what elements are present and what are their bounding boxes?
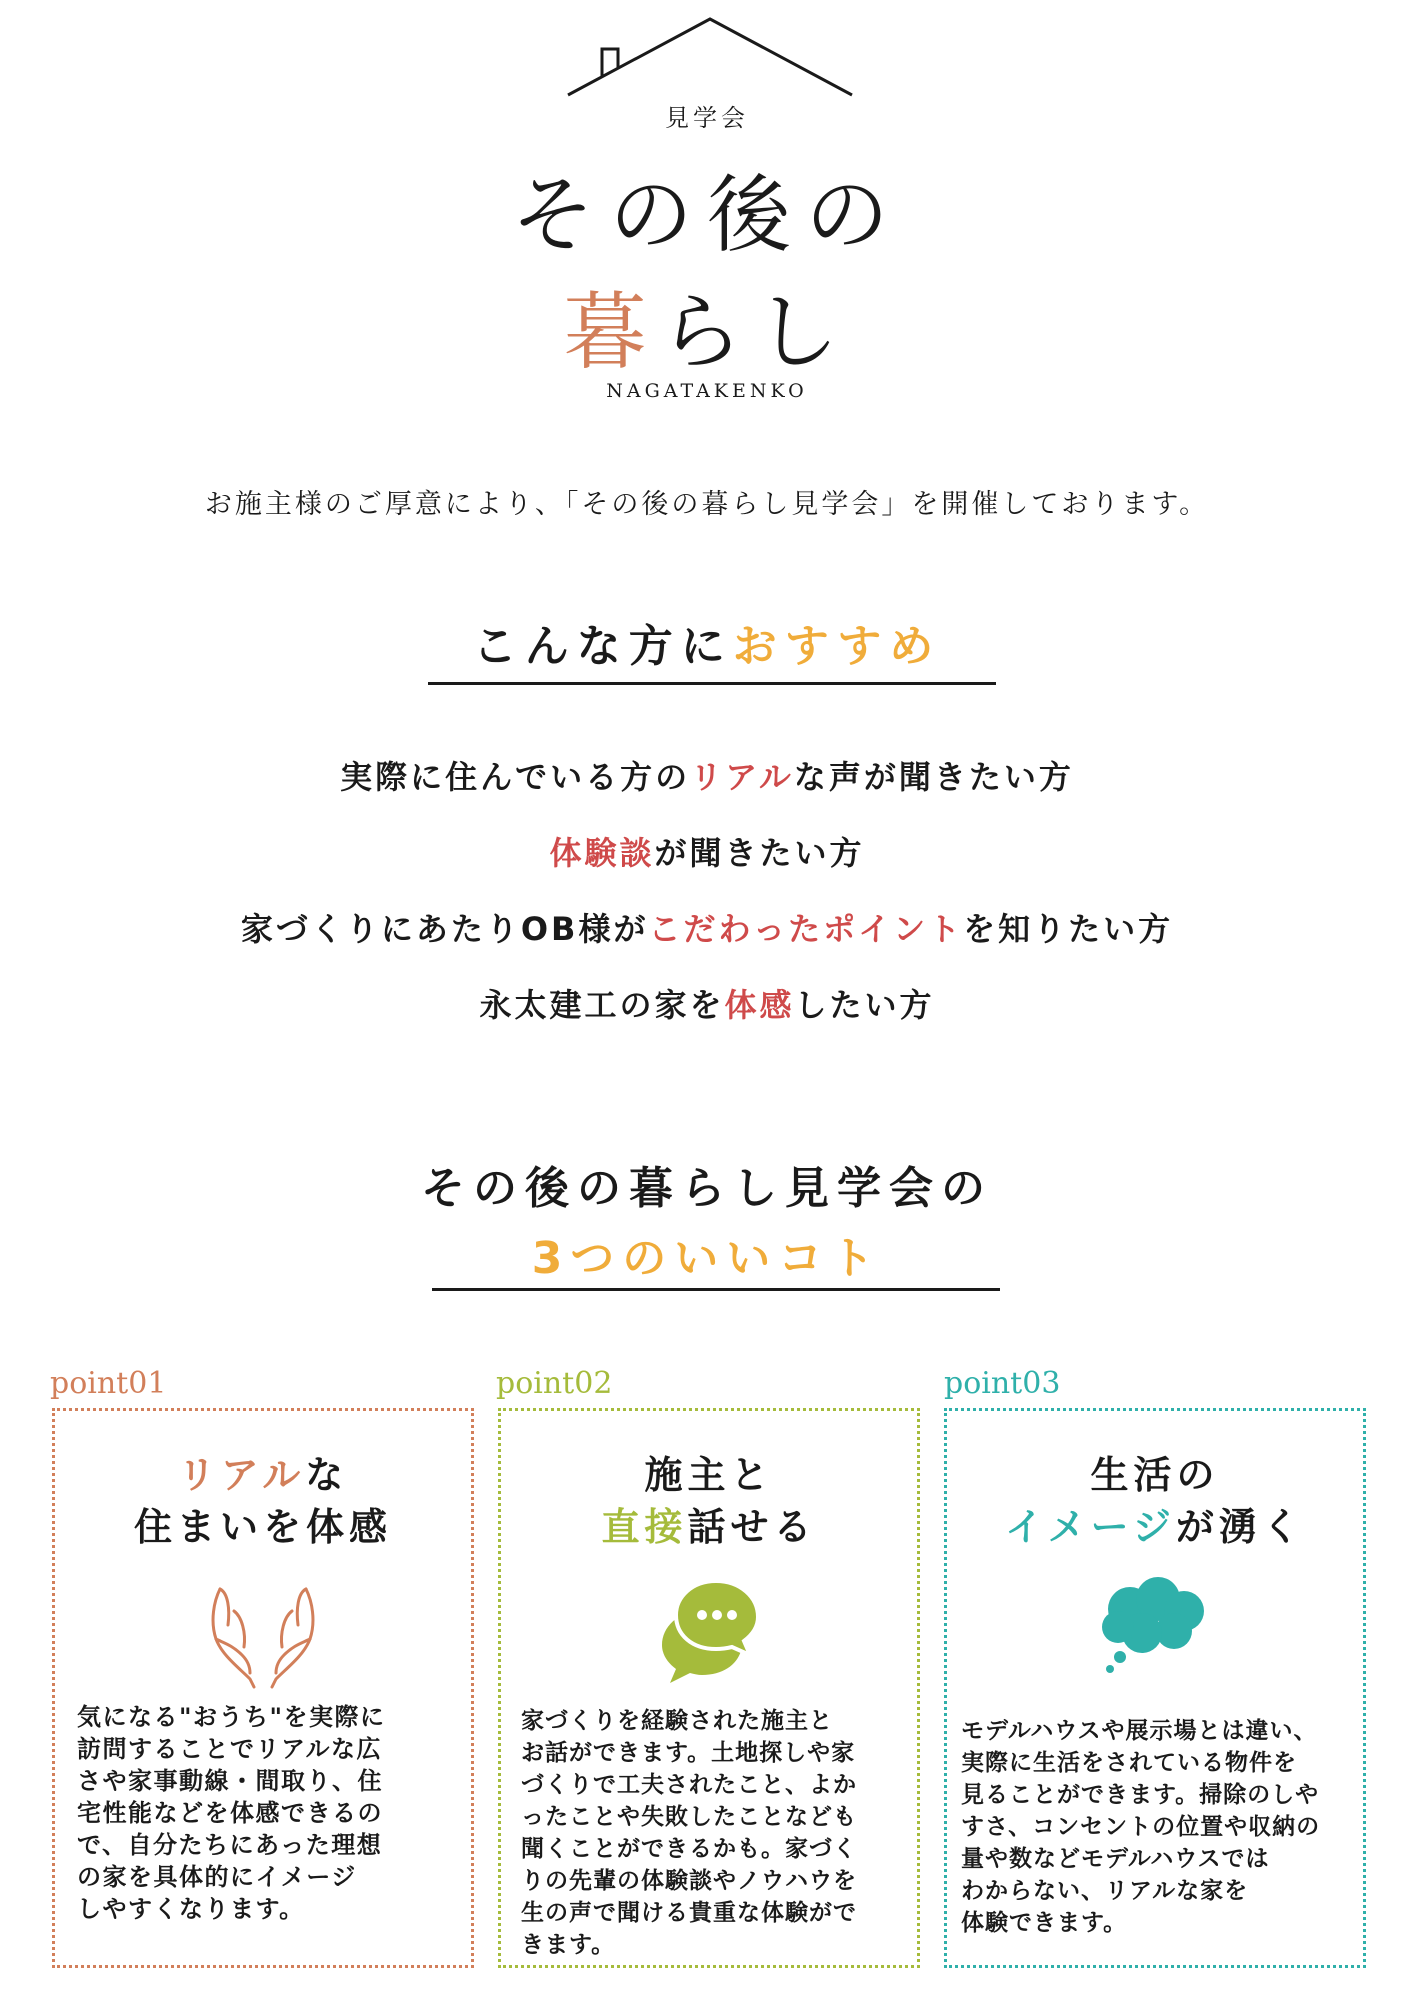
point-title	[501, 1449, 917, 1553]
point-label: point01	[50, 1366, 167, 1401]
recommend-divider	[428, 682, 996, 685]
point-title	[947, 1449, 1363, 1553]
recommend-accent: こだわったポイント	[648, 910, 964, 948]
point-title-text: 住まいを体感	[133, 1505, 392, 1549]
recommend-heading	[0, 610, 1414, 674]
title-accent: 暮	[562, 283, 659, 381]
recommend-text: 実際に住んでいる方の	[340, 758, 691, 796]
title-line-1: その後の	[510, 166, 903, 264]
title-line-2	[0, 265, 1414, 386]
recommend-accent: 体験談	[549, 834, 655, 872]
title-rest: らし	[659, 283, 852, 381]
point-card-3	[944, 1408, 1366, 1968]
desc-line: しやすくなります。	[77, 1895, 305, 1923]
recommend-heading-main: こんな方に	[472, 621, 733, 672]
recommend-item	[0, 828, 1414, 874]
desc-line: 生の声で聞ける貴重な体験がで	[521, 1900, 857, 1926]
brand-name: NAGATAKENKO	[606, 380, 808, 402]
point-title-text: な	[305, 1453, 349, 1497]
points-heading-line-2: 3つのいいコト	[531, 1233, 883, 1284]
point-title-accent: 直接	[601, 1505, 688, 1549]
desc-line: の家を具体的にイメージ	[77, 1863, 357, 1891]
point-title-accent: イメージ	[1005, 1505, 1176, 1549]
desc-line: りの先輩の体験談やノウハウを	[521, 1868, 857, 1894]
points-divider	[432, 1288, 1000, 1291]
point-card-2	[498, 1408, 920, 1968]
point-description	[521, 1705, 857, 1961]
desc-line: きます。	[521, 1932, 616, 1958]
recommend-text: 永太建工の家を	[479, 986, 725, 1024]
desc-line: モデルハウスや展示場とは違い、	[961, 1718, 1318, 1744]
recommend-accent: リアル	[690, 758, 794, 796]
desc-line: さや家事動線・間取り、住	[77, 1767, 383, 1795]
point-card-1	[52, 1408, 474, 1968]
recommend-text: したい方	[794, 986, 935, 1024]
desc-line: 気になる"おうち"を実際に	[77, 1703, 386, 1731]
desc-line: 訪問することでリアルな広	[77, 1735, 383, 1763]
point-title	[55, 1449, 471, 1553]
point-title-accent: リアル	[177, 1453, 306, 1497]
point-label: point03	[944, 1366, 1061, 1401]
desc-line: 家づくりを経験された施主と	[521, 1708, 833, 1734]
point-description	[77, 1701, 386, 1925]
desc-line: 実際に生活をされている物件を	[961, 1750, 1297, 1776]
desc-line: 体験できます。	[961, 1910, 1128, 1936]
point-label: point02	[496, 1366, 613, 1401]
recommend-text: 家づくりにあたりOB様が	[240, 910, 649, 948]
chat-bubbles-icon	[644, 1575, 774, 1685]
point-title-text: が湧く	[1175, 1505, 1305, 1549]
points-heading-line-1: その後の暮らし見学会の	[421, 1163, 993, 1214]
point-title-text: 施主と	[644, 1453, 774, 1497]
recommend-item	[0, 904, 1414, 950]
desc-line: 量や数などモデルハウスでは	[961, 1846, 1270, 1872]
desc-line: わからない、リアルな家を	[961, 1878, 1249, 1904]
hands-icon	[198, 1581, 328, 1691]
point-description	[961, 1715, 1320, 1939]
desc-line: 聞くことができるかも。家づく	[521, 1836, 857, 1862]
recommend-item	[0, 752, 1414, 798]
recommend-text: が聞きたい方	[654, 834, 865, 872]
desc-line: 見ることができます。掃除のしや	[961, 1782, 1320, 1808]
recommend-text: を知りたい方	[963, 910, 1174, 948]
desc-line: お話ができます。土地探しや家	[521, 1740, 856, 1766]
desc-line: ったことや失敗したことなども	[521, 1804, 857, 1830]
recommend-accent: 体感	[724, 986, 795, 1024]
event-eyebrow: 見学会	[665, 104, 749, 132]
recommend-item	[0, 980, 1414, 1026]
recommend-text: な声が聞きたい方	[793, 758, 1074, 796]
intro-text: お施主様のご厚意により、「その後の暮らし見学会」を開催しております。	[204, 489, 1210, 520]
desc-line: で、自分たちにあった理想	[77, 1831, 383, 1859]
desc-line: すさ、コンセントの位置や収納の	[961, 1814, 1321, 1840]
point-title-text: 話せる	[687, 1505, 817, 1549]
desc-line: 宅性能などを体感できるの	[77, 1799, 383, 1827]
point-title-text: 生活の	[1090, 1453, 1220, 1497]
thought-cloud-icon	[1090, 1575, 1220, 1675]
recommend-heading-accent: おすすめ	[732, 621, 942, 672]
desc-line: づくりで工夫されたこと、よか	[521, 1772, 857, 1798]
